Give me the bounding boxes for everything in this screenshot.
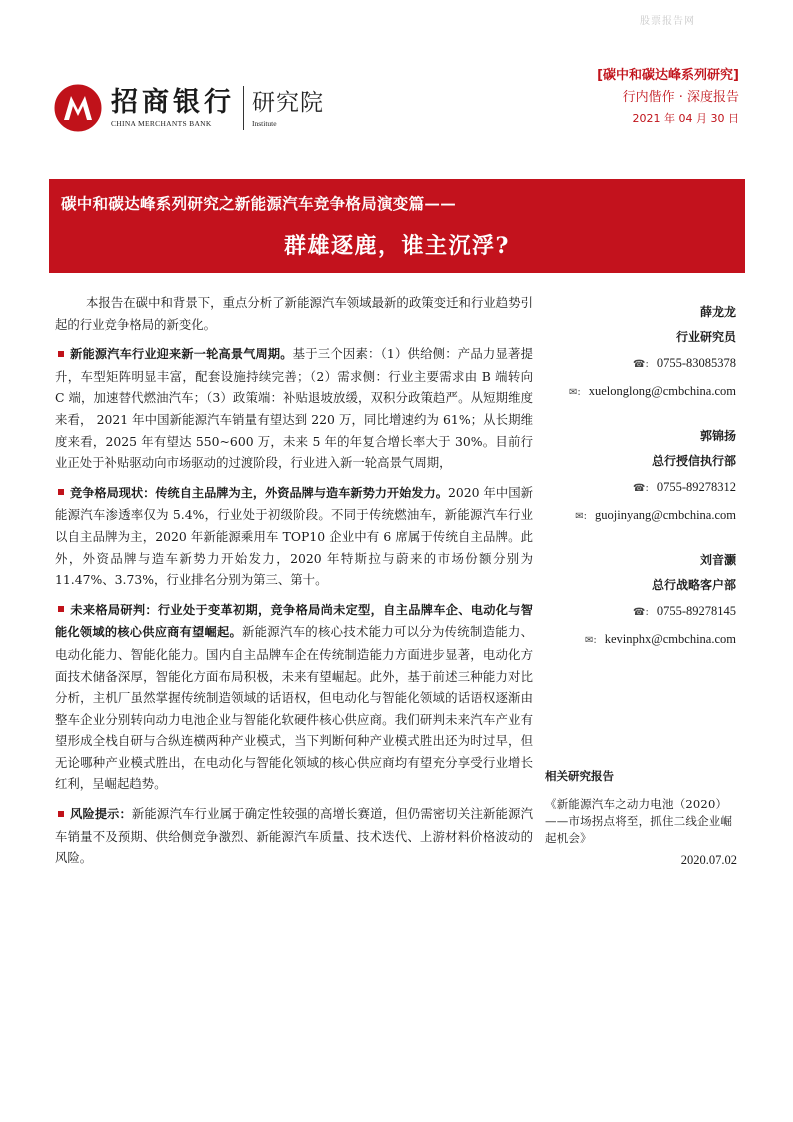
phone-icon: ☎: — [633, 483, 649, 494]
intro-paragraph: 本报告在碳中和背景下，重点分析了新能源汽车领域最新的政策变迁和行业趋势引起的行业竞争格局的新变化。 — [55, 295, 533, 332]
bullet-point — [55, 343, 533, 474]
bullet-point — [55, 803, 533, 869]
envelope-icon: ✉: — [575, 511, 587, 522]
watermark: 股票报告网 — [640, 16, 695, 27]
bullet-body: 基于三个因素：（1）供给侧：产品力显著提升，车型矩阵明显丰富，配套设施持续完善；（2）需求侧：行业主要需求由 B 端转向 C 端，加速替代燃油汽车；（3）政策端：补贴退坡放缓，双积分政策趋严。从短期维度来看， 2021 年中国新能源汽车销量有望达到 220 万，同比增速约为 61%；从长期维度来看，2025 年有望达 550~600 万，未来 5 年的年复合增长率大于 30%。目前行业正处于补贴驱动向市场驱动的过渡阶段，行业进入新一轮高景气周期， — [55, 346, 534, 471]
bullet-body: 新能源汽车行业属于确定性较强的高增长赛道，但仍需密切关注新能源汽车销量不及预期、供给侧竞争激烈、新能源汽车质量、技术迭代、上游材料价格波动的风险。 — [55, 806, 534, 866]
report-meta — [597, 66, 739, 128]
bullet-point — [55, 599, 533, 795]
bullet-point — [55, 482, 533, 591]
bullet-square-icon — [58, 811, 64, 817]
analyst-name: 刘音灏 — [699, 553, 736, 567]
analyst-card — [526, 548, 736, 654]
analyst-card — [526, 300, 736, 406]
envelope-icon: ✉: — [569, 387, 581, 398]
report-subtitle: 碳中和碳达峰系列研究之新能源汽车竞争格局演变篇—— — [61, 194, 457, 213]
analyst-sidebar — [526, 300, 736, 672]
analyst-title: 总行战略客户部 — [651, 578, 736, 592]
institute-name-cn: 研究院 — [252, 89, 324, 116]
series-tag: [碳中和碳达峰系列研究] — [597, 68, 739, 83]
bullet-heading: 风险提示： — [70, 807, 132, 822]
analyst-name: 郭锦扬 — [699, 429, 736, 443]
cmb-logo-icon — [54, 84, 102, 132]
related-report-link[interactable]: 《新能源汽车之动力电池（2020）——市场拐点将至，抓住二线企业崛起机会》 — [545, 797, 733, 845]
related-report-date: 2020.07.02 — [680, 853, 737, 867]
analyst-card — [526, 424, 736, 530]
bullet-square-icon — [58, 606, 64, 612]
phone-icon: ☎: — [633, 607, 649, 618]
institute-name-en: Institute — [252, 118, 277, 128]
analyst-name: 薛龙龙 — [699, 305, 736, 319]
analyst-email[interactable]: ✉: kevinphx@cmbchina.com — [584, 632, 736, 646]
analyst-email[interactable]: ✉: guojinyang@cmbchina.com — [575, 508, 736, 522]
bullet-body: 新能源汽车的核心技术能力可以分为传统制造能力、电动化能力、智能化能力。国内自主品牌车企在传统制造能力方面进步显著，电动化方面技术储备深厚，智能化方面布局积极，未来有望崛起。此外，基于前述三种能力对比分析，主机厂虽然掌握传统制造领域的话语权，但电动化与智能化领域的话语权逐渐由整车企业分别转向动力电池企业与智能化软硬件核心供应商。我们研判未来汽车产业有望形成全栈自研与合纵连横两种产业模式，当下判断何种产业模式胜出还为时过早，但无论哪种产业模式胜出，在电动化与智能化领域的核心供应商均有望充分享受行业增长红利，呈崛起趋势。 — [55, 624, 534, 792]
bullet-square-icon — [58, 351, 64, 357]
logo-divider — [243, 86, 244, 130]
related-research — [545, 768, 737, 868]
bullet-heading: 未来格局研判：行业处于变革初期，竞争格局尚未定型，自主品牌车企、电动化与智能化领域的核心供应商有望崛起。 — [55, 602, 533, 640]
report-type: 行内偕作 · 深度报告 — [622, 90, 739, 105]
brand-name-cn: 招商银行 — [111, 87, 235, 118]
analyst-title: 总行授信执行部 — [651, 454, 736, 468]
envelope-icon: ✉: — [584, 635, 597, 646]
analyst-email[interactable]: ✉: xuelonglong@cmbchina.com — [569, 384, 736, 398]
bullet-heading: 竞争格局现状：传统自主品牌为主，外资品牌与造车新势力开始发力。 — [70, 485, 448, 500]
phone-icon: ☎: — [633, 359, 649, 370]
analyst-title: 行业研究员 — [675, 330, 736, 344]
analyst-phone: ☎: 0755-89278312 — [633, 480, 736, 494]
analyst-phone: ☎: 0755-83085378 — [633, 356, 736, 370]
bullet-square-icon — [58, 489, 64, 495]
related-heading: 相关研究报告 — [545, 769, 614, 783]
bullet-heading: 新能源汽车行业迎来新一轮高景气周期。 — [70, 347, 293, 362]
summary-body — [55, 292, 533, 877]
analyst-phone: ☎: 0755-89278145 — [633, 604, 736, 618]
brand-logo — [54, 80, 324, 136]
bullet-body: 2020 年中国新能源汽车渗透率仅为 5.4%，行业处于初级阶段。不同于传统燃油车，新能源汽车行业以自主品牌为主，2020 年新能源乘用车 TOP10 企业中有 6 席属于传统自主品牌。此外，外资品牌与造车新势力开始发力，2020 年特斯拉与蔚来的市场份额分别为 11.47%、3.73%，行业排名分别为第三、第十。 — [55, 484, 533, 588]
report-title: 群雄逐鹿，谁主沉浮? — [284, 233, 510, 259]
report-date: 2021 年 04 月 30 日 — [632, 112, 739, 125]
title-banner — [49, 179, 745, 273]
brand-name-en: CHINA MERCHANTS BANK — [111, 119, 212, 128]
